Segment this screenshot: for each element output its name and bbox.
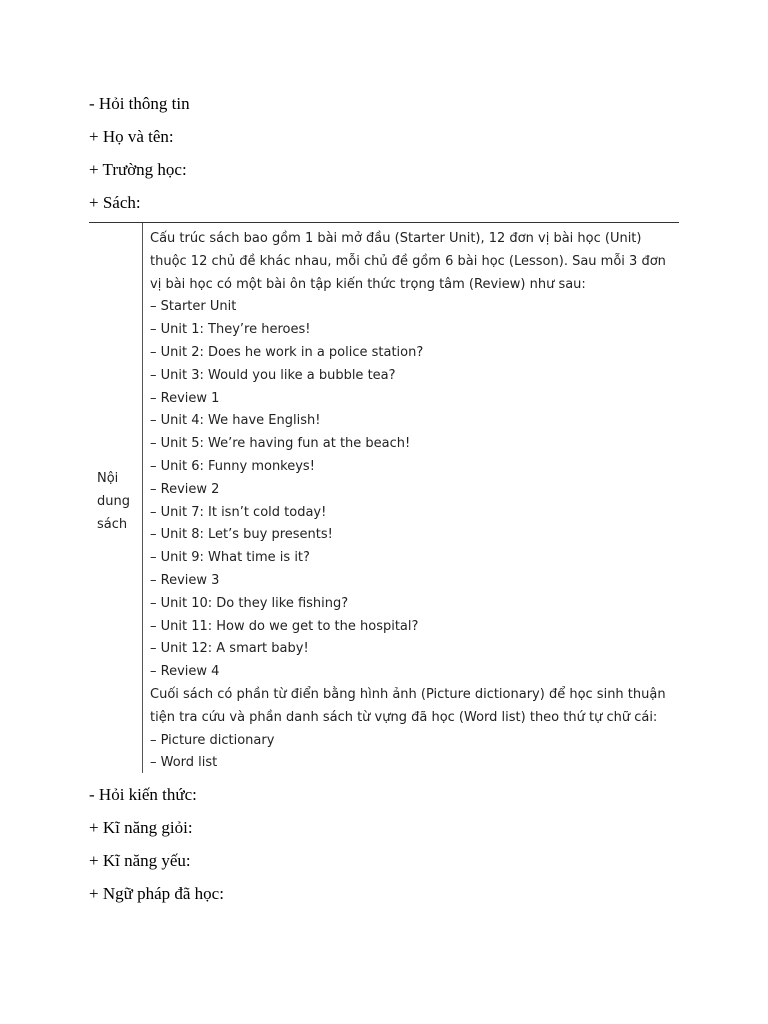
table-label: [97, 467, 130, 536]
table-label-line: sách: [97, 517, 128, 532]
list-item: – Review 1: [150, 390, 220, 406]
table-label-line: Nội: [97, 471, 119, 486]
list-item: – Picture dictionary: [150, 732, 275, 748]
heading-ask-info: - Hỏi thông tin: [89, 94, 190, 113]
list-item: – Unit 9: What time is it?: [150, 550, 310, 566]
body-line: Cấu trúc sách bao gồm 1 bài mở đầu (Starter Unit), 12 đơn vị bài học (Unit): [150, 231, 642, 246]
list-item: – Unit 6: Funny monkeys!: [150, 458, 315, 474]
list-item: – Unit 4: We have English!: [150, 413, 321, 429]
body-line: vị bài học có một bài ôn tập kiến thức trọng tâm (Review) như sau:: [150, 276, 586, 292]
list-item: – Review 2: [150, 481, 220, 497]
list-item: – Review 4: [150, 664, 220, 680]
table-body-cell: [150, 228, 675, 775]
body-line: thuộc 12 chủ đề khác nhau, mỗi chủ đề gồm 6 bài học (Lesson). Sau mỗi 3 đơn: [150, 253, 666, 269]
field-strong-skills: + Kĩ năng giỏi:: [89, 818, 193, 837]
list-item: – Unit 12: A smart baby!: [150, 641, 309, 657]
table-label-cell: [89, 223, 143, 773]
list-item: – Unit 10: Do they like fishing?: [150, 595, 349, 611]
heading-ask-knowledge: - Hỏi kiến thức:: [89, 785, 197, 804]
body-line: tiện tra cứu và phần danh sách từ vựng đã học (Word list) theo thứ tự chữ cái:: [150, 709, 658, 725]
list-item: – Starter Unit: [150, 299, 237, 315]
list-item: – Unit 5: We’re having fun at the beach!: [150, 436, 411, 452]
list-item: – Unit 1: They’re heroes!: [150, 322, 311, 338]
body-line: Cuối sách có phần từ điển bằng hình ảnh (Picture dictionary) để học sinh thuận: [150, 686, 666, 702]
field-full-name: + Họ và tên:: [89, 127, 174, 146]
list-item: – Unit 8: Let’s buy presents!: [150, 527, 333, 543]
list-item: – Word list: [150, 755, 218, 771]
list-item: – Unit 2: Does he work in a police station?: [150, 344, 424, 360]
field-weak-skills: + Kĩ năng yếu:: [89, 851, 191, 870]
book-content-table: [89, 222, 679, 773]
list-item: – Unit 11: How do we get to the hospital?: [150, 618, 419, 634]
list-item: – Unit 3: Would you like a bubble tea?: [150, 367, 396, 383]
list-item: – Unit 7: It isn’t cold today!: [150, 504, 327, 520]
field-school: + Trường học:: [89, 160, 187, 179]
table-label-line: dung: [97, 494, 130, 509]
field-grammar-learned: + Ngữ pháp đã học:: [89, 884, 224, 903]
list-item: – Review 3: [150, 572, 220, 588]
field-book: + Sách:: [89, 193, 141, 212]
